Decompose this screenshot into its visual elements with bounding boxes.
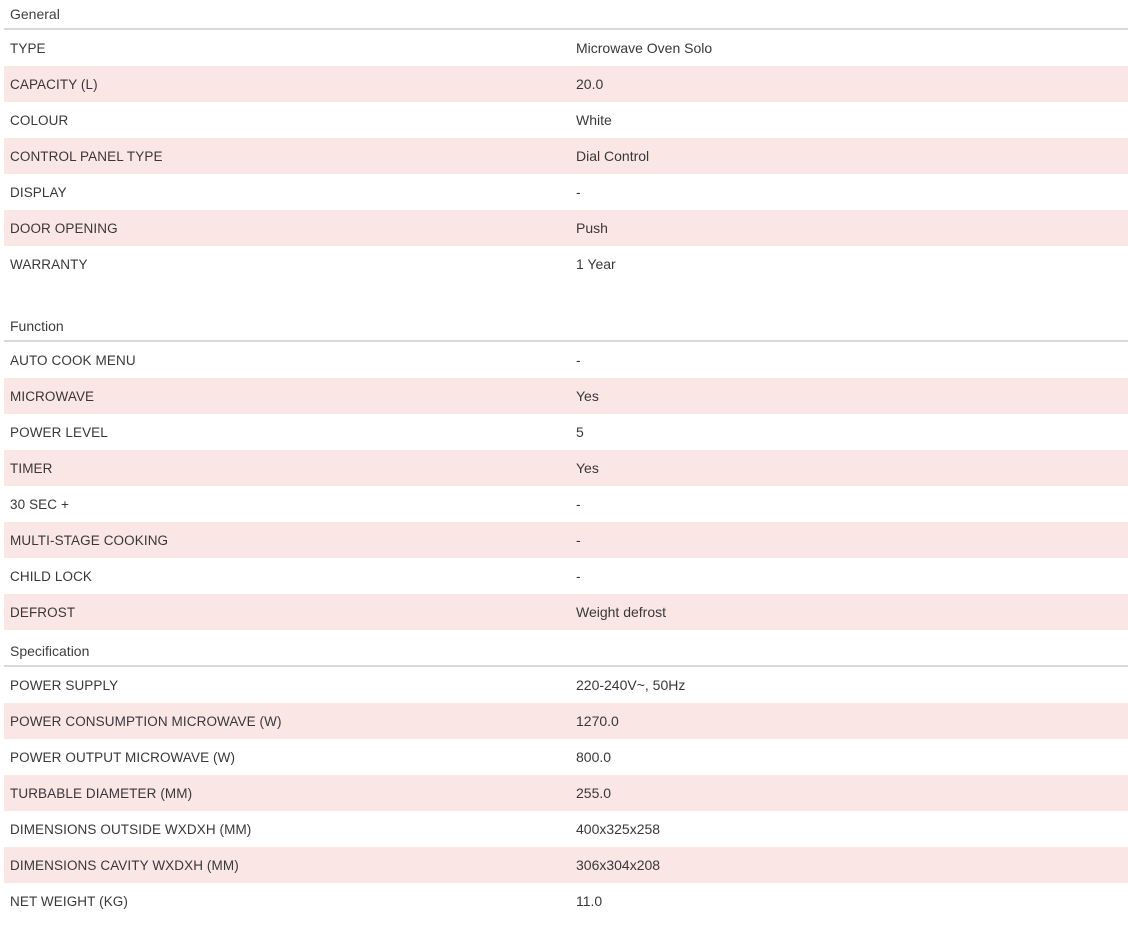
spec-value: 220-240V~, 50Hz: [576, 677, 686, 693]
spec-value: 800.0: [576, 749, 612, 765]
spec-label: DIMENSIONS CAVITY WXDXH (MM): [10, 857, 239, 873]
spec-value: -: [576, 568, 581, 584]
section-title: Specification: [4, 637, 1128, 667]
spec-row: [4, 450, 1128, 486]
spec-row: [4, 739, 1128, 775]
spec-row: [4, 30, 1128, 66]
section-rows: [4, 342, 1128, 630]
spec-value: Yes: [576, 460, 599, 476]
spec-label: AUTO COOK MENU: [10, 352, 136, 368]
spec-value: -: [576, 184, 581, 200]
spec-value: Microwave Oven Solo: [576, 40, 713, 56]
spec-value: 306x304x208: [576, 857, 661, 873]
spec-label: NET WEIGHT (KG): [10, 893, 129, 909]
section-rows: [4, 30, 1128, 282]
spec-value: 255.0: [576, 785, 612, 801]
spec-label: POWER SUPPLY: [10, 677, 119, 693]
section-title: General: [4, 0, 1128, 30]
spec-row: [4, 811, 1128, 847]
spec-label: COLOUR: [10, 112, 69, 128]
spec-row: [4, 342, 1128, 378]
spec-row: [4, 414, 1128, 450]
spec-value: 1270.0: [576, 713, 619, 729]
spec-label: DIMENSIONS OUTSIDE WXDXH (MM): [10, 821, 252, 837]
spec-label: DOOR OPENING: [10, 220, 118, 236]
spec-value: 1 Year: [576, 256, 616, 272]
spec-row: [4, 486, 1128, 522]
section-rows: [4, 667, 1128, 919]
spec-row: [4, 138, 1128, 174]
spec-section-specification: [4, 637, 1128, 919]
spec-value: -: [576, 532, 581, 548]
spec-value: 5: [576, 424, 584, 440]
spec-label: MULTI-STAGE COOKING: [10, 532, 169, 548]
spec-value: -: [576, 352, 581, 368]
spec-value: -: [576, 496, 581, 512]
spec-section-general: [4, 0, 1128, 282]
spec-value: Yes: [576, 388, 599, 404]
spec-label: CAPACITY (L): [10, 76, 98, 92]
spec-section-function: [4, 312, 1128, 630]
spec-row: [4, 66, 1128, 102]
spec-row: [4, 378, 1128, 414]
spec-table: [4, 0, 1128, 919]
spec-label: DEFROST: [10, 604, 76, 620]
spec-label: POWER OUTPUT MICROWAVE (W): [10, 749, 236, 765]
spec-row: [4, 594, 1128, 630]
spec-value: 20.0: [576, 76, 604, 92]
spec-value: White: [576, 112, 612, 128]
spec-value: Weight defrost: [576, 604, 667, 620]
spec-label: TIMER: [10, 460, 53, 476]
spec-row: [4, 174, 1128, 210]
spec-row: [4, 246, 1128, 282]
spec-label: MICROWAVE: [10, 388, 95, 404]
spec-label: TYPE: [10, 40, 46, 56]
spec-label: CHILD LOCK: [10, 568, 93, 584]
spec-value: 11.0: [576, 893, 603, 909]
spec-label: DISPLAY: [10, 184, 67, 200]
spec-row: [4, 703, 1128, 739]
spec-row: [4, 775, 1128, 811]
spec-label: POWER LEVEL: [10, 424, 108, 440]
spec-row: [4, 102, 1128, 138]
spec-label: WARRANTY: [10, 256, 88, 272]
spec-label: POWER CONSUMPTION MICROWAVE (W): [10, 713, 282, 729]
spec-value: Push: [576, 220, 608, 236]
spec-label: CONTROL PANEL TYPE: [10, 148, 163, 164]
spec-value: Dial Control: [576, 148, 650, 164]
spec-row: [4, 847, 1128, 883]
spec-row: [4, 522, 1128, 558]
spec-row: [4, 883, 1128, 919]
spec-row: [4, 667, 1128, 703]
spec-label: TURBABLE DIAMETER (MM): [10, 785, 193, 801]
spec-value: 400x325x258: [576, 821, 661, 837]
spec-row: [4, 210, 1128, 246]
spec-row: [4, 558, 1128, 594]
spec-label: 30 SEC +: [10, 496, 69, 512]
section-title: Function: [4, 312, 1128, 342]
